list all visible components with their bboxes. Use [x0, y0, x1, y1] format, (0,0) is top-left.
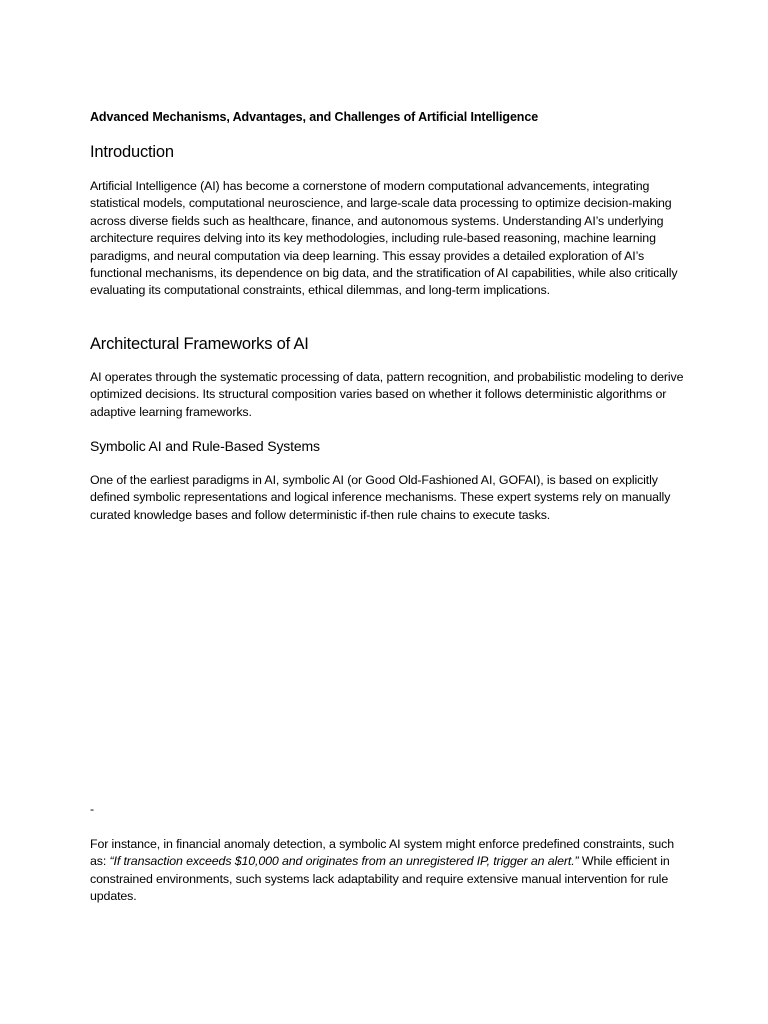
example-outro-text: While efficient in constrained environments, such systems lack adaptability and require extensive manual intervention for rule updates. [90, 854, 670, 904]
example-quote-text: “If transaction exceeds $10,000 and originates from an unregistered IP, trigger an alert.” [109, 854, 579, 869]
financial-example-paragraph [90, 836, 690, 906]
example-intro-text: For instance, in financial anomaly detection, a symbolic AI system might enforce predefined constraints, such as: [90, 837, 675, 869]
introduction-paragraph: Artificial Intelligence (AI) has become a cornerstone of modern computational advancements, integrating statistical models, computational neuroscience, and large-scale data processing to optimize decision-making across diverse fields such as healthcare, finance, and autonomous systems. Understanding AI’s underlying architecture requires delving into its key methodologies, including rule-based reasoning, machine learning paradigms, and neural computation via deep learning. This essay provides a detailed exploration of AI’s functional mechanisms, its dependence on big data, and the stratification of AI capabilities, while also critically evaluating its computational constraints, ethical dilemmas, and long-term implications. [90, 179, 678, 298]
symbolic-ai-paragraph: One of the earliest paradigms in AI, symbolic AI (or Good Old-Fashioned AI, GOFAI), is based on explicitly defined symbolic representations and logical inference mechanisms. These expert systems rely on manually curated knowledge bases and follow deterministic if-then rule chains to execute tasks. [90, 473, 671, 522]
architectural-frameworks-heading: Architectural Frameworks of AI [90, 335, 309, 353]
architectural-frameworks-paragraph: AI operates through the systematic processing of data, pattern recognition, and probabilistic modeling to derive optimized decisions. Its structural composition varies based on whether it follows deterministic algorithms or adaptive learning frameworks. [90, 370, 684, 419]
introduction-heading: Introduction [90, 143, 174, 161]
separator-dash: - [90, 802, 95, 816]
document-title: Advanced Mechanisms, Advantages, and Challenges of Artificial Intelligence [90, 110, 539, 124]
symbolic-ai-heading: Symbolic AI and Rule-Based Systems [90, 438, 320, 454]
